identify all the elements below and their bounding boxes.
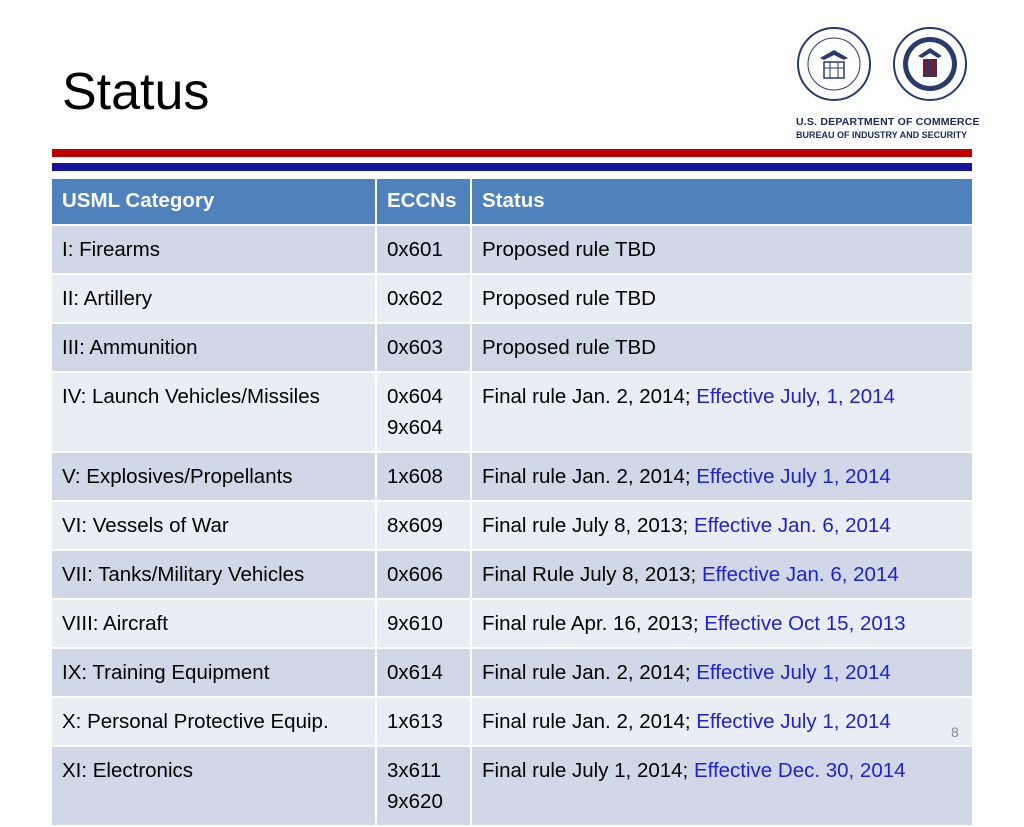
table-row (52, 502, 972, 551)
eccn-value: 0x602 (387, 287, 443, 310)
category-cell: I: Firearms (52, 226, 377, 275)
category-cell: II: Artillery (52, 275, 377, 324)
bureau-name: BUREAU OF INDUSTRY AND SECURITY (796, 130, 968, 140)
header-status: Status (472, 179, 972, 226)
table-row (52, 747, 972, 827)
eccn-value: 8x609 (387, 514, 443, 537)
category-cell: VI: Vessels of War (52, 502, 377, 551)
eccn-value: 9x620 (387, 790, 443, 813)
bureau-industry-security-seal-icon (892, 26, 968, 102)
eccn-value: 0x601 (387, 238, 443, 261)
eccn-value: 1x608 (387, 465, 443, 488)
category-cell: VII: Tanks/Military Vehicles (52, 551, 377, 600)
eccn-value: 0x603 (387, 336, 443, 359)
header-eccns: ECCNs (377, 179, 472, 226)
commerce-logo (796, 26, 980, 142)
table-row (52, 275, 972, 324)
eccn-cell (377, 275, 472, 324)
category-cell: VIII: Aircraft (52, 600, 377, 649)
table-row (52, 649, 972, 698)
status-cell (472, 226, 972, 275)
status-cell (472, 551, 972, 600)
status-cell (472, 275, 972, 324)
status-text: Final rule July 8, 2013; (482, 514, 694, 537)
status-text: Final rule Apr. 16, 2013; (482, 612, 705, 635)
category-cell: XI: Electronics (52, 747, 377, 827)
eccn-value: 9x610 (387, 612, 443, 635)
effective-date: Effective Dec. 30, 2014 (693, 759, 906, 782)
eccn-cell (377, 502, 472, 551)
status-text: Proposed rule TBD (482, 287, 656, 310)
status-text: Final rule Jan. 2, 2014; (482, 385, 697, 408)
eccn-value: 3x611 (387, 759, 442, 782)
page-number: 8 (951, 724, 959, 740)
category-cell: X: Personal Protective Equip. (52, 698, 377, 747)
department-name: U.S. DEPARTMENT OF COMMERCE (796, 116, 980, 128)
eccn-cell (377, 747, 472, 827)
eccn-value: 0x614 (387, 661, 443, 684)
status-text: Final rule Jan. 2, 2014; (482, 710, 697, 733)
table-row (52, 698, 972, 747)
status-text: Final Rule July 8, 2013; (482, 563, 702, 586)
eccn-cell (377, 649, 472, 698)
table-row (52, 373, 972, 453)
status-cell (472, 600, 972, 649)
status-table (52, 179, 972, 827)
status-text: Proposed rule TBD (482, 238, 656, 261)
eccn-cell (377, 324, 472, 373)
status-cell (472, 502, 972, 551)
effective-date: Effective July, 1, 2014 (696, 385, 895, 408)
status-cell (472, 747, 972, 827)
category-cell: V: Explosives/Propellants (52, 453, 377, 502)
table-row (52, 324, 972, 373)
status-text: Final rule Jan. 2, 2014; (482, 465, 697, 488)
eccn-value: 1x613 (387, 710, 443, 733)
department-of-commerce-seal-icon (796, 26, 872, 102)
category-cell: IX: Training Equipment (52, 649, 377, 698)
effective-date: Effective Oct 15, 2013 (704, 612, 906, 635)
effective-date: Effective July 1, 2014 (696, 465, 891, 488)
status-cell (472, 649, 972, 698)
table-row (52, 226, 972, 275)
category-cell: III: Ammunition (52, 324, 377, 373)
blue-divider (52, 163, 972, 171)
header-usml-category: USML Category (52, 179, 377, 226)
status-text: Final rule Jan. 2, 2014; (482, 661, 697, 684)
table-row (52, 600, 972, 649)
eccn-cell (377, 373, 472, 453)
eccn-cell (377, 600, 472, 649)
category-cell: IV: Launch Vehicles/Missiles (52, 373, 377, 453)
status-cell (472, 373, 972, 453)
effective-date: Effective Jan. 6, 2014 (693, 514, 891, 537)
status-text: Final rule July 1, 2014; (482, 759, 694, 782)
status-cell (472, 698, 972, 747)
eccn-cell (377, 453, 472, 502)
eccn-cell (377, 698, 472, 747)
eccn-cell (377, 226, 472, 275)
table-row (52, 551, 972, 600)
effective-date: Effective July 1, 2014 (696, 710, 891, 733)
status-cell (472, 324, 972, 373)
eccn-value: 0x604 (387, 385, 443, 408)
slide-title: Status (62, 63, 210, 121)
eccn-value: 0x606 (387, 563, 443, 586)
status-cell (472, 453, 972, 502)
table-row (52, 453, 972, 502)
table-header-row (52, 179, 972, 226)
eccn-value: 9x604 (387, 416, 443, 439)
eccn-cell (377, 551, 472, 600)
status-text: Proposed rule TBD (482, 336, 656, 359)
effective-date: Effective July 1, 2014 (696, 661, 891, 684)
red-divider (52, 149, 972, 157)
effective-date: Effective Jan. 6, 2014 (701, 563, 899, 586)
